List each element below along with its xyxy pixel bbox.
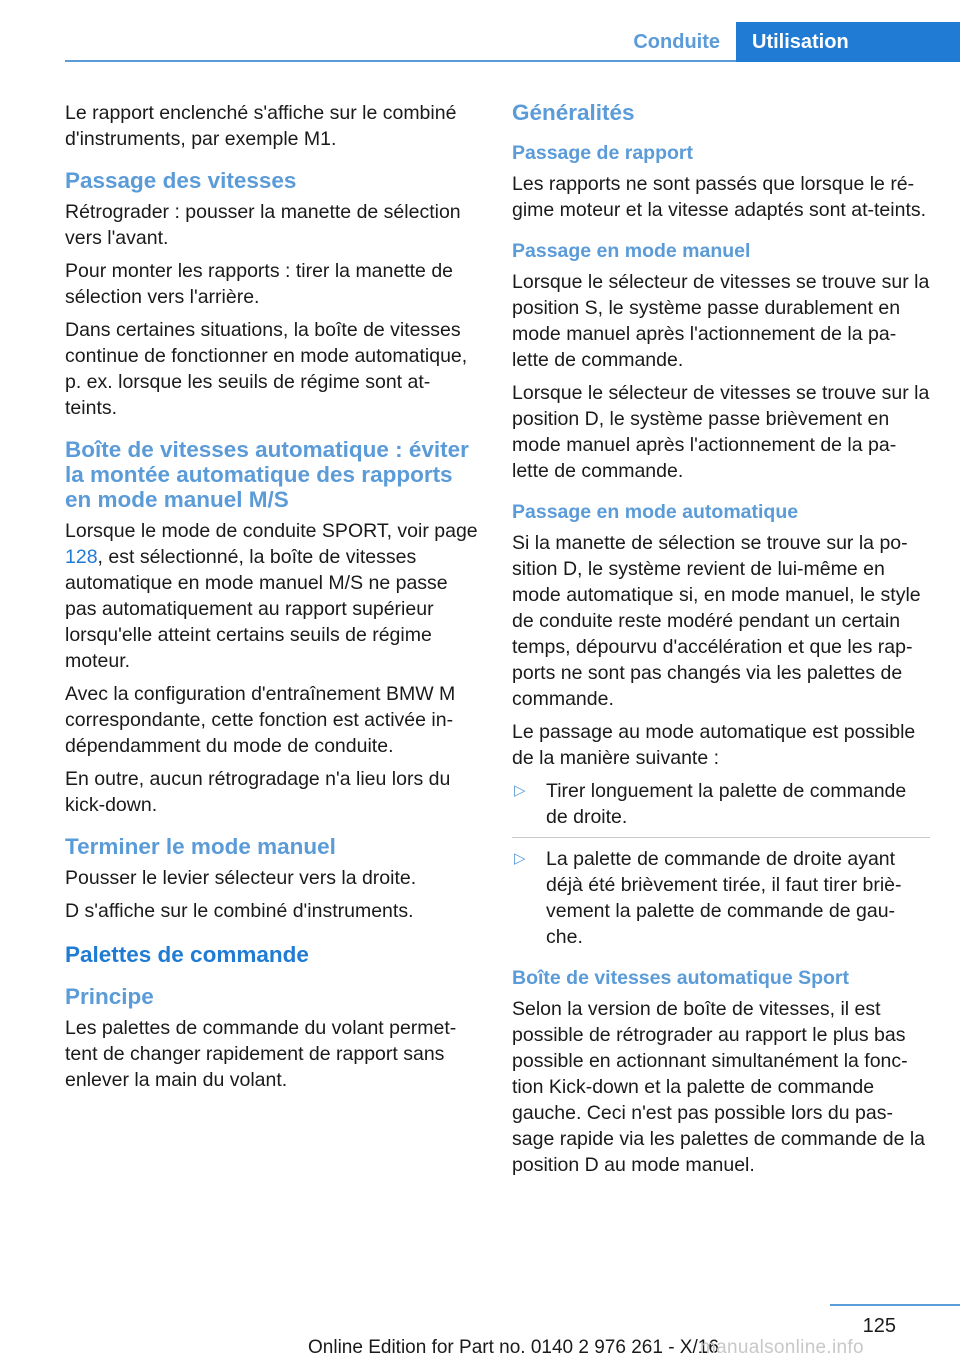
heading-generalites: Généralités <box>512 100 635 125</box>
paragraph: Pour monter les rapports : tirer la manette de sélection vers l'arrière. <box>65 260 454 308</box>
heading-boite-auto: Boîte de vitesses automatique : éviter la montée automatique des rapports en mode manuel M/S <box>65 437 469 512</box>
heading-mode-auto: Passage en mode automatique <box>512 501 799 523</box>
list-divider <box>512 837 930 838</box>
edition-text: Online Edition for Part no. 0140 2 976 261 - X/16 <box>308 1337 719 1358</box>
heading-mode-manuel: Passage en mode manuel <box>512 240 751 262</box>
heading-passage-rapport: Passage de rapport <box>512 142 693 164</box>
paragraph: Rétrograder : pousser la manette de sélection vers l'avant. <box>65 201 461 249</box>
paragraph: Lorsque le sélecteur de vitesses se trouve sur la position S, le système passe durablement en mode manuel après l'actionnement de la pa-lette de commande. <box>512 271 930 371</box>
paragraph: Les rapports ne sont passés que lorsque le ré-gime moteur et la vitesse adaptés sont at-teints. <box>512 173 927 221</box>
triangle-bullet-icon: ▷ <box>514 850 526 867</box>
text: , est sélectionné, la boîte de vitesses automatique en mode manuel M/S ne passe pas automatiquement au rapport supérieur lorsqu'elle atteint certains seuils de régime moteur. <box>65 546 448 672</box>
right-column <box>512 100 930 1185</box>
list-item-text: La palette de commande de droite ayant déjà été brièvement tirée, il faut tirer briè-vement la palette de commande de gau-che. <box>546 848 902 948</box>
paragraph: Avec la configuration d'entraînement BMW M correspondante, cette fonction est activée in-dépendamment du mode de conduite. <box>65 683 456 757</box>
heading-principe: Principe <box>65 984 154 1009</box>
list-item <box>512 778 930 830</box>
page-number: 125 <box>862 1315 896 1337</box>
page-link[interactable]: 128 <box>65 546 98 568</box>
left-column <box>65 100 480 1100</box>
paragraph: Pousser le levier sélecteur vers la droite. <box>65 867 417 889</box>
paragraph: D s'affiche sur le combiné d'instruments. <box>65 900 414 922</box>
paragraph: Lorsque le sélecteur de vitesses se trouve sur la position D, le système passe brièvement en mode manuel après l'actionnement de la pa-lette de commande. <box>512 382 930 482</box>
footer-rule <box>830 1304 960 1306</box>
heading-sport: Boîte de vitesses automatique Sport <box>512 967 849 989</box>
paragraph: Si la manette de sélection se trouve sur la po-sition D, le système revient de lui-même en mode automatique si, en mode manuel, le style de conduite reste modéré pendant un certain temps, dépourvu d'accélération et que les rap-ports ne sont pas changés via les palettes de commande. <box>512 532 921 710</box>
heading-terminer: Terminer le mode manuel <box>65 834 336 859</box>
list-item-text: Tirer longuement la palette de commande de droite. <box>546 780 907 828</box>
paragraph: Le passage au mode automatique est possible de la manière suivante : <box>512 721 916 769</box>
watermark: manualsonline.info <box>700 1337 864 1358</box>
text: Lorsque le mode de conduite SPORT, voir page <box>65 520 478 542</box>
triangle-bullet-icon: ▷ <box>514 782 526 799</box>
heading-palettes: Palettes de commande <box>65 942 309 967</box>
paragraph: Dans certaines situations, la boîte de vitesses continue de fonctionner en mode automatique, p. ex. lorsque les seuils de régime sont at-teints. <box>65 319 468 419</box>
paragraph: Selon la version de boîte de vitesses, il est possible de rétrograder au rapport le plus bas possible en actionnant simultanément la fonc-tion Kick-down et la palette de commande gauche. Ceci n'est pas possible lors du pas-sage rapide via les palettes de commande de la position D au mode manuel. <box>512 998 926 1176</box>
intro-paragraph: Le rapport enclenché s'affiche sur le combiné d'instruments, par exemple M1. <box>65 102 457 150</box>
paragraph: Les palettes de commande du volant permet-tent de changer rapidement de rapport sans enlever la main du volant. <box>65 1017 457 1091</box>
paragraph: En outre, aucun rétrogradage n'a lieu lors du kick-down. <box>65 768 451 816</box>
paragraph-with-link <box>65 518 480 674</box>
tab-utilisation[interactable]: Utilisation <box>736 22 960 62</box>
tab-conduite[interactable]: Conduite <box>633 31 720 53</box>
list-item <box>512 846 930 950</box>
heading-passage-vitesses: Passage des vitesses <box>65 168 297 193</box>
